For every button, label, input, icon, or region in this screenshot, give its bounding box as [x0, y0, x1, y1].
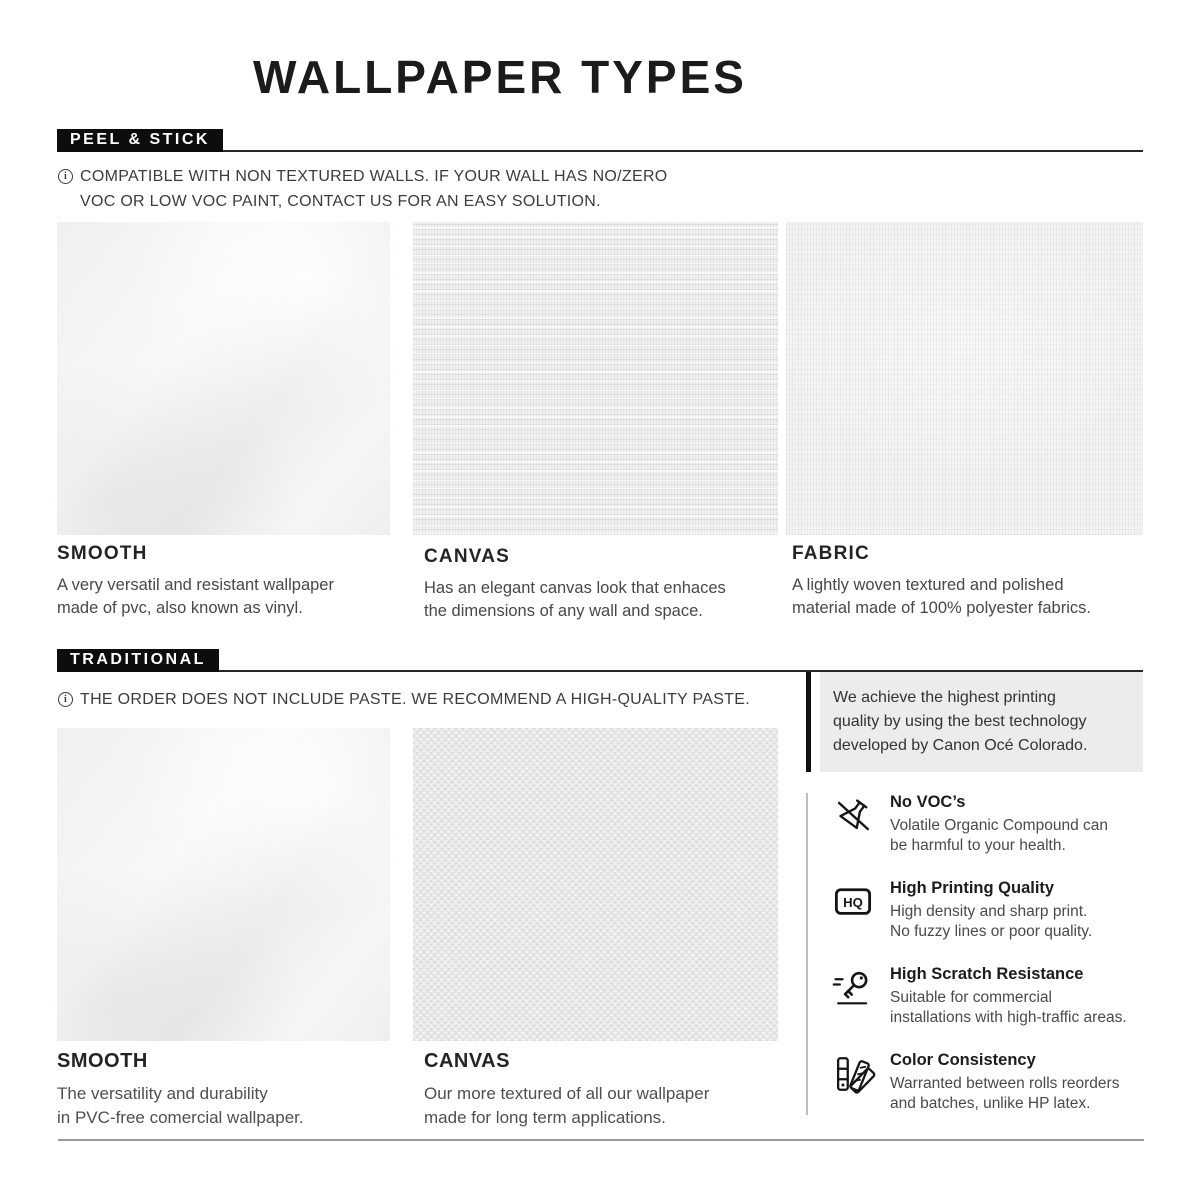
feature-title: High Printing Quality	[890, 878, 1055, 897]
desc-line: Suitable for commercial	[890, 988, 1052, 1006]
swatch-image-smooth-peel-stick	[57, 222, 390, 535]
feature-high-printing-quality	[832, 879, 1143, 943]
swatch-caption-canvas-peel-stick	[424, 546, 784, 623]
desc-line: Warranted between rolls reorders	[890, 1074, 1120, 1092]
key-scratch-icon	[832, 965, 874, 1011]
feature-title: Color Consistency	[890, 1050, 1036, 1069]
desc-line: made of pvc, also known as vinyl.	[57, 599, 303, 618]
desc-line: be harmful to your health.	[890, 837, 1066, 855]
swatch-title: FABRIC	[792, 543, 870, 564]
desc-line: Volatile Organic Compound can	[890, 817, 1108, 834]
desc-line: High density and sharp print.	[890, 902, 1088, 920]
feature-description	[890, 902, 1092, 943]
info-icon: i	[58, 169, 73, 184]
info-icon: i	[58, 692, 73, 707]
swatch-title: SMOOTH	[57, 1050, 148, 1072]
swatch-caption-smooth-traditional	[57, 1050, 417, 1130]
swatch-description	[424, 1082, 784, 1130]
swatch-image-canvas-traditional	[413, 728, 778, 1041]
desc-line: Our more textured of all our wallpaper	[424, 1084, 710, 1103]
feature-description	[890, 816, 1108, 857]
info-note-traditional	[58, 688, 750, 713]
desc-line: made for long term applications.	[424, 1107, 666, 1127]
swatch-description	[424, 577, 784, 623]
swatch-caption-smooth-peel-stick	[57, 543, 417, 620]
desc-line: installations with high-traffic areas.	[890, 1009, 1127, 1027]
quote-line: We achieve the highest printing	[833, 689, 1056, 706]
feature-text	[890, 1051, 1119, 1115]
quote-accent-bar	[806, 672, 811, 772]
info-note-text	[80, 165, 668, 215]
feature-title: No VOC’s	[890, 793, 966, 811]
swatch-description	[57, 574, 417, 620]
no-voc-flask-icon	[832, 793, 874, 839]
desc-line: A lightly woven textured and polished	[792, 576, 1064, 594]
bottom-divider-rule	[58, 1139, 1144, 1141]
quote-text	[820, 672, 1143, 772]
swatch-description	[57, 1082, 417, 1130]
info-note-peel-stick	[58, 165, 668, 215]
feature-text	[890, 879, 1092, 943]
info-note-line: VOC OR LOW VOC PAINT, CONTACT US FOR AN EASY SOLUTION.	[80, 192, 601, 210]
feature-text	[890, 793, 1108, 857]
feature-no-voc	[832, 793, 1143, 857]
printing-quality-quote	[806, 672, 1143, 772]
swatch-title: CANVAS	[424, 1050, 510, 1072]
section-header-peel-stick	[57, 129, 1143, 153]
color-swatches-icon	[832, 1051, 874, 1097]
section-label-traditional: TRADITIONAL	[57, 649, 219, 672]
swatch-image-canvas-peel-stick	[413, 222, 778, 535]
info-note-line: THE ORDER DOES NOT INCLUDE PASTE. WE RECOMMEND A HIGH-QUALITY PASTE.	[80, 691, 750, 708]
feature-color-consistency	[832, 1051, 1143, 1115]
desc-line: the dimensions of any wall and space.	[424, 602, 703, 621]
svg-text:HQ: HQ	[843, 894, 863, 910]
swatch-title: SMOOTH	[57, 543, 148, 564]
desc-line: and batches, unlike HP latex.	[890, 1095, 1091, 1113]
desc-line: No fuzzy lines or poor quality.	[890, 923, 1093, 941]
swatch-caption-canvas-traditional	[424, 1050, 784, 1130]
features-list	[806, 793, 1143, 1115]
swatch-title: CANVAS	[424, 546, 511, 567]
section-label-peel-stick: PEEL & STICK	[57, 129, 223, 152]
info-note-line: COMPATIBLE WITH NON TEXTURED WALLS. IF YOUR WALL HAS NO/ZERO	[80, 168, 668, 185]
desc-line: in PVC-free comercial wallpaper.	[57, 1107, 304, 1127]
hq-badge-icon	[832, 879, 874, 925]
swatch-image-fabric-peel-stick	[786, 222, 1143, 535]
quote-line: quality by using the best technology	[833, 713, 1087, 730]
swatch-description	[792, 574, 1152, 620]
page-title: WALLPAPER TYPES	[253, 51, 747, 103]
desc-line: material made of 100% polyester fabrics.	[792, 599, 1091, 618]
section-header-traditional	[57, 649, 1143, 673]
feature-high-scratch-resistance	[832, 965, 1143, 1029]
desc-line: A very versatil and resistant wallpaper	[57, 576, 334, 594]
desc-line: Has an elegant canvas look that enhaces	[424, 579, 726, 597]
feature-description	[890, 1074, 1119, 1115]
info-note-text	[80, 688, 750, 713]
feature-title: High Scratch Resistance	[890, 964, 1084, 983]
swatch-caption-fabric-peel-stick	[792, 543, 1152, 620]
quote-line: developed by Canon Océ Colorado.	[833, 737, 1088, 754]
feature-description	[890, 988, 1127, 1029]
feature-text	[890, 965, 1127, 1029]
swatch-image-smooth-traditional	[57, 728, 390, 1041]
desc-line: The versatility and durability	[57, 1084, 268, 1103]
